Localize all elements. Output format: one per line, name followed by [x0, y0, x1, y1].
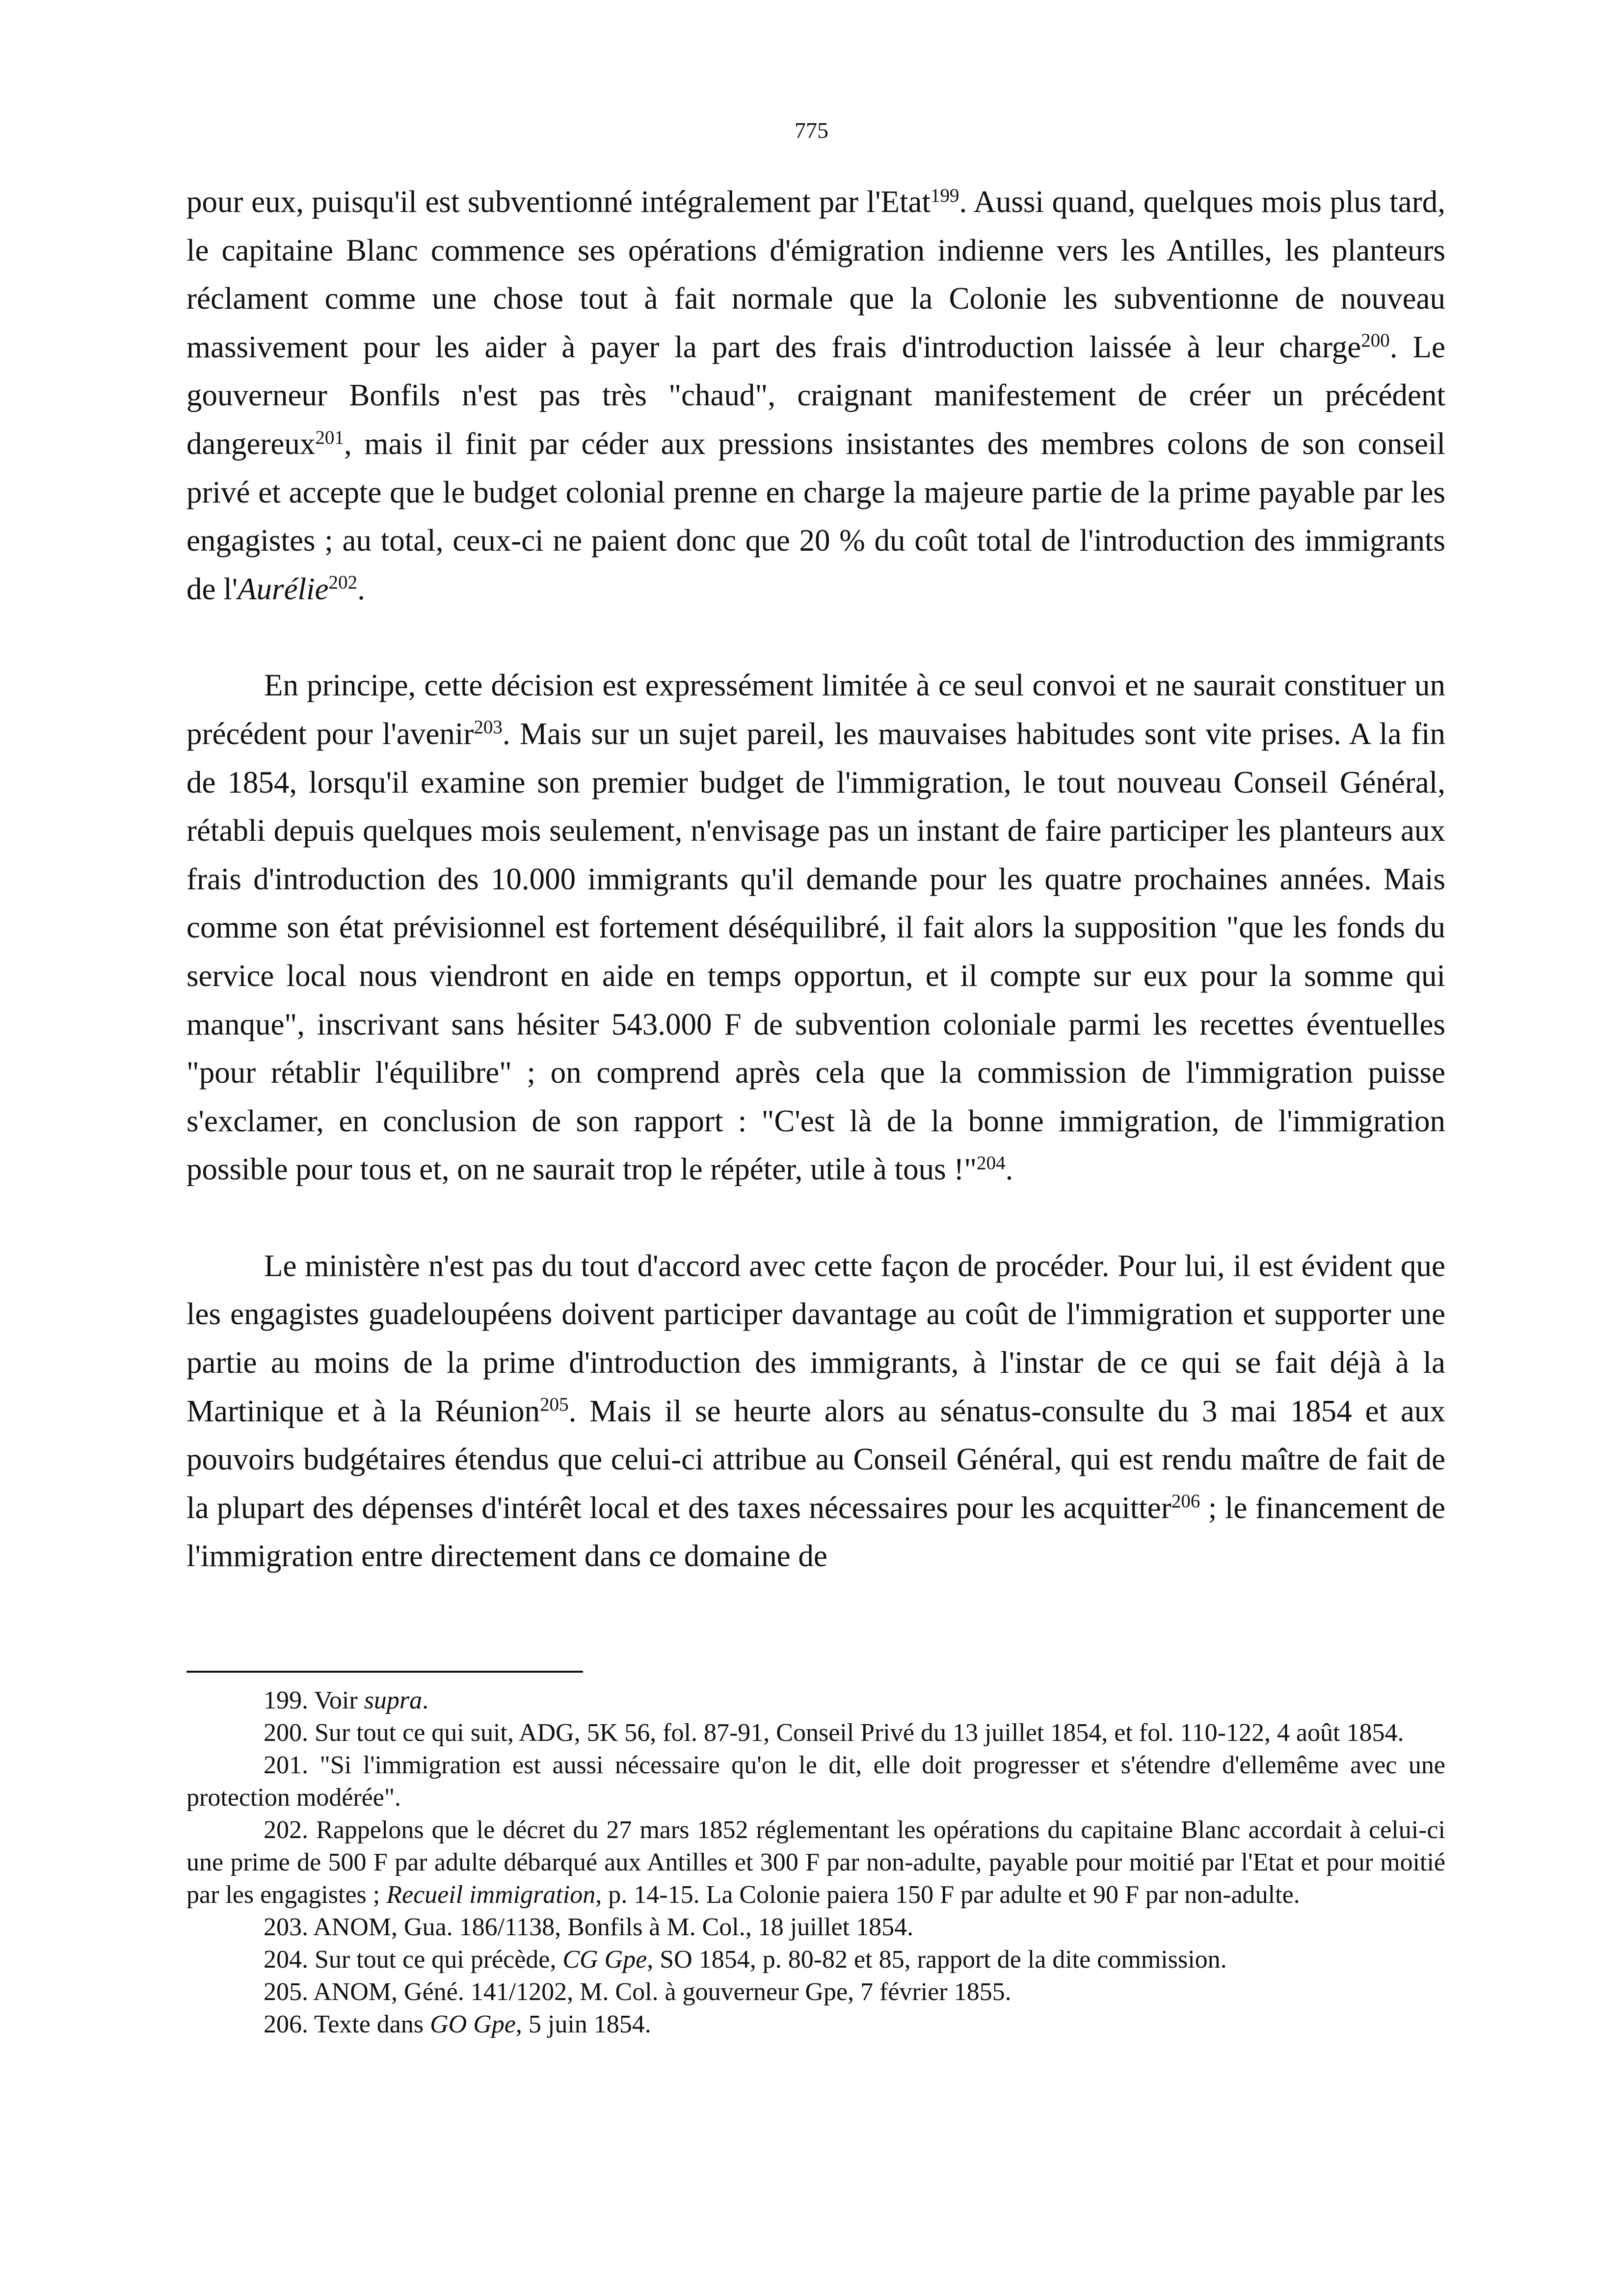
footnote — [186, 2008, 1445, 2041]
page-number: 775 — [795, 118, 828, 143]
footnote-ref: 204 — [977, 1152, 1006, 1174]
text-run: ; le financement de l'immigration entre directement dans ce domaine de — [186, 1490, 1445, 1574]
footnote-separator — [186, 1671, 583, 1673]
footnote-ref: 200 — [1361, 330, 1390, 351]
body-paragraph — [186, 661, 1445, 1194]
italic-text: Recueil immigration — [386, 1881, 596, 1909]
footnote — [186, 1717, 1445, 1749]
text-run: . — [357, 571, 365, 606]
footnote-ref: 201 — [315, 427, 344, 448]
text-run: 206. Texte dans — [264, 2010, 430, 2038]
italic-text: Aurélie — [238, 571, 329, 606]
text-run: En principe, cette décision est expressément limitée à ce seul convoi et ne saurait constituer un précédent pour l'avenir — [186, 668, 1445, 751]
footnote — [186, 1814, 1445, 1911]
text-run: , p. 14-15. La Colonie paiera 150 F par adulte et 90 F par non-adulte. — [595, 1881, 1300, 1909]
text-run: 201. "Si l'immigration est aussi nécessaire qu'on le dit, elle doit progresser et s'étendre d'ellemême avec une protection modérée". — [186, 1751, 1445, 1812]
text-run: , SO 1854, p. 80-82 et 85, rapport de la dite commission. — [647, 1946, 1227, 1974]
footnotes — [186, 1684, 1445, 2041]
body-paragraph — [186, 178, 1445, 613]
text-run: . — [1005, 1152, 1013, 1187]
text-run: pour eux, puisqu'il est subventionné intégralement par l'Etat — [186, 185, 931, 219]
text-run: . — [422, 1686, 429, 1714]
footnote — [186, 1944, 1445, 1976]
italic-text: GO Gpe — [430, 2010, 516, 2038]
text-run: 199. Voir — [264, 1686, 364, 1714]
italic-text: CG Gpe — [562, 1946, 647, 1974]
text-run: , 5 juin 1854. — [515, 2010, 651, 2038]
text-run: Le ministère n'est pas du tout d'accord avec cette façon de procéder. Pour lui, il est évident que les engagistes guadeloupéens doivent participer davantage au coût de l'immigration et supporter une partie au moins de la prime d'introduction des immigrants, à l'instar de ce qui se fait déjà à la Martinique et à la Réunion — [186, 1248, 1445, 1428]
text-run: , mais il finit par céder aux pressions insistantes des membres colons de son conseil privé et accepte que le budget colonial prenne en charge la majeure partie de la prime payable par les engagistes ; au total, ceux-ci ne paient donc que 20 % du coût total de l'introduction des immigrants de l' — [186, 426, 1445, 606]
footnote-ref: 203 — [474, 717, 503, 738]
text-run: 203. ANOM, Gua. 186/1138, Bonfils à M. Col., 18 juillet 1854. — [264, 1913, 914, 1941]
text-run: 205. ANOM, Géné. 141/1202, M. Col. à gouverneur Gpe, 7 février 1855. — [264, 1978, 1011, 2006]
footnote — [186, 1749, 1445, 1814]
text-run: . Mais il se heurte alors au sénatus-consulte du 3 mai 1854 et aux pouvoirs budgétaires étendus que celui-ci attribue au Conseil Général, qui est rendu maître de fait de la plupart des dépenses d'intérêt local et des taxes nécessaires pour les acquitter — [186, 1393, 1446, 1525]
text-run: 202. Rappelons que le décret du 27 mars 1852 réglementant les opérations du capitaine Blanc accordait à celui-ci une prime de 500 F par adulte débarqué aux Antilles et 300 F par non-adulte, payable pour moitié par l'Etat et pour moitié par les engagistes ; — [186, 1816, 1445, 1909]
footnote-ref: 202 — [328, 572, 358, 593]
text-run: . Aussi quand, quelques mois plus tard, le capitaine Blanc commence ses opérations d'émigration indienne vers les Antilles, les planteurs réclament comme une chose tout à fait normale que la Colonie les subventionne de nouveau massivement pour les aider à payer la part des frais d'introduction laissée à leur charge — [186, 185, 1445, 364]
text-run: . Le gouverneur Bonfils n'est pas très "chaud", craignant manifestement de créer un précédent dangereux — [186, 329, 1445, 461]
footnote — [186, 1684, 1445, 1717]
footnote-ref: 199 — [930, 185, 959, 206]
text-run: 204. Sur tout ce qui précède, — [264, 1946, 563, 1974]
footnote-ref: 205 — [540, 1394, 569, 1415]
footnote — [186, 1911, 1445, 1944]
footnote-ref: 206 — [1171, 1491, 1200, 1512]
italic-text: supra — [364, 1686, 423, 1714]
body-text — [186, 178, 1445, 1580]
footnote — [186, 1976, 1445, 2008]
text-run: 200. Sur tout ce qui suit, ADG, 5K 56, fol. 87-91, Conseil Privé du 13 juillet 1854, et fol. 110-122, 4 août 1854. — [264, 1719, 1404, 1747]
body-paragraph — [186, 1242, 1445, 1580]
text-run: . Mais sur un sujet pareil, les mauvaises habitudes sont vite prises. A la fin de 1854, lorsqu'il examine son premier budget de l'immigration, le tout nouveau Conseil Général, rétabli depuis quelques mois seulement, n'envisage pas un instant de faire participer les planteurs aux frais d'introduction des 10.000 immigrants qu'il demande pour les quatre prochaines années. Mais comme son état prévisionnel est fortement déséquilibré, il fait alors la supposition "que les fonds du service local nous viendront en aide en temps opportun, et il compte sur eux pour la somme qui manque", inscrivant sans hésiter 543.000 F de subvention coloniale parmi les recettes éventuelles "pour rétablir l'équilibre" ; on comprend après cela que la commission de l'immigration puisse s'exclamer, en conclusion de son rapport : "C'est là de la bonne immigration, de l'immigration possible pour tous et, on ne saurait trop le répéter, utile à tous !" — [186, 716, 1445, 1187]
